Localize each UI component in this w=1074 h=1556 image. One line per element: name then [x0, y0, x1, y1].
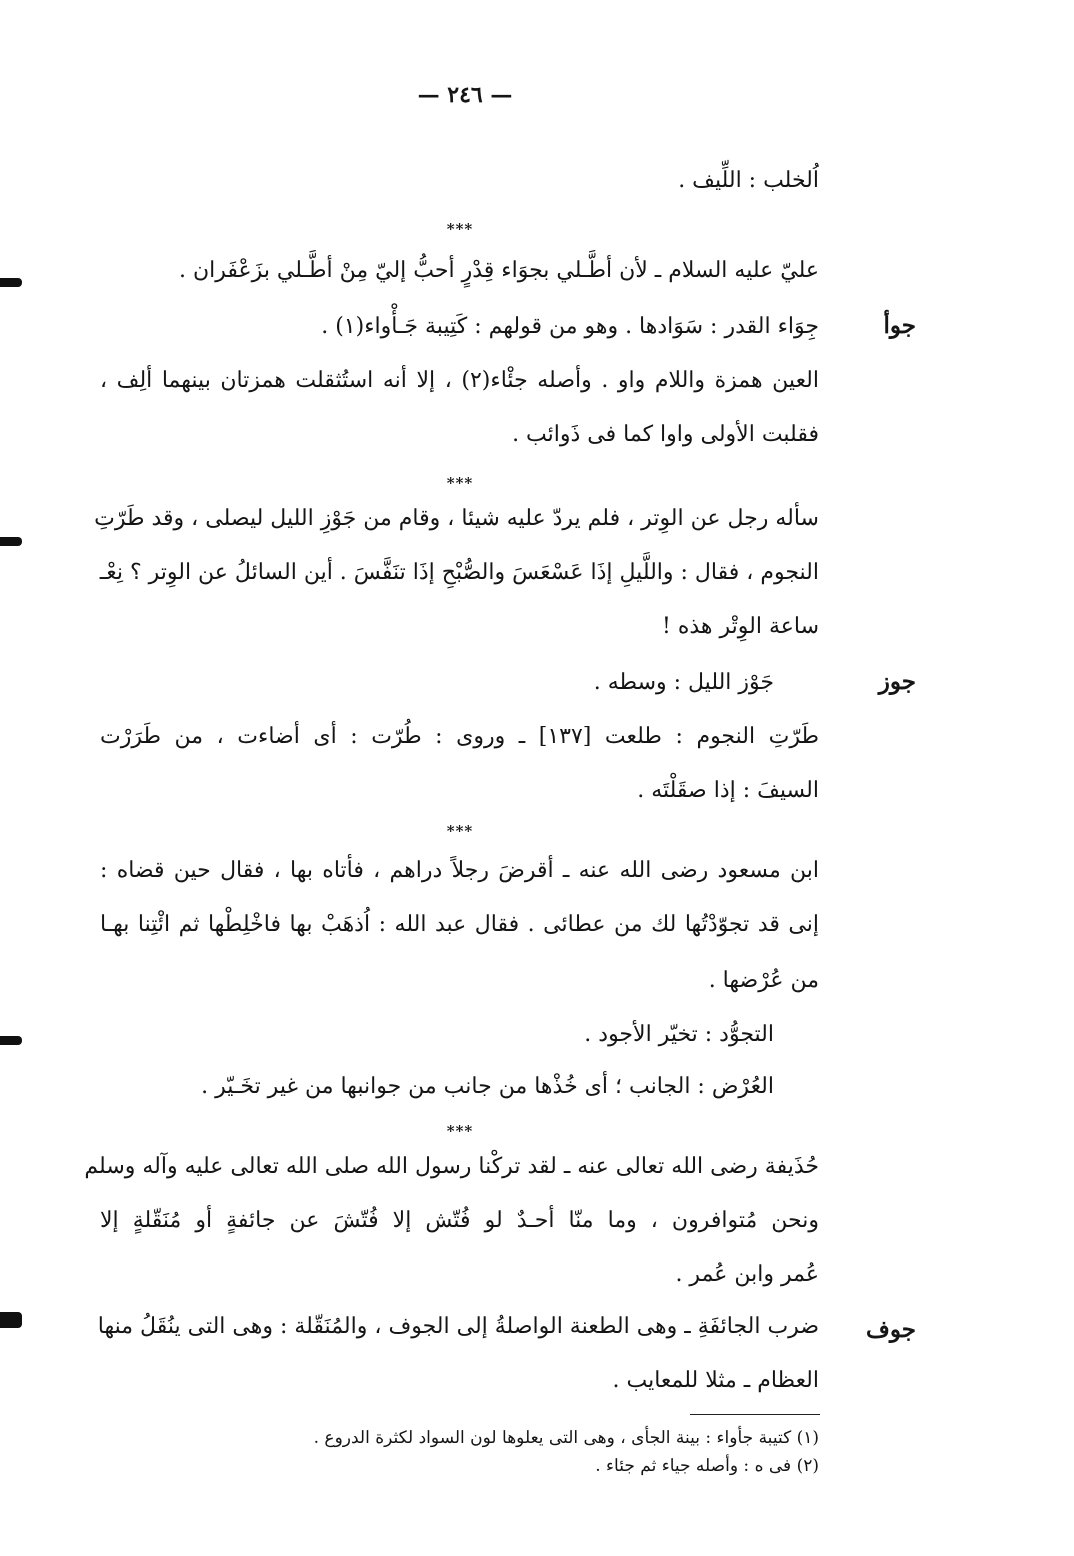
footnote: (٢) فى ه : وأصله جياء ثم جئاء .: [595, 1456, 819, 1476]
page-edge-tab: [0, 278, 22, 287]
text-line: ساعة الوِتْر هذه !: [662, 614, 819, 639]
text-line: ضرب الجائفَةِ ـ وهى الطعنة الواصلةُ إلى الجوف ، والمُنَقّلة : وهى التى ينُقَلُ منها: [97, 1314, 819, 1339]
page-edge-tab: [0, 537, 22, 546]
text-line: سأله رجل عن الوِتر ، فلم يردّ عليه شيئا ، وقام من جَوْزِ الليل ليصلى ، وقد طَرّتِ: [94, 506, 819, 531]
text-line: عليّ عليه السلام ـ لأن أطَّـلي بجوَاء قِدْرٍ أحبُّ إليّ مِنْ أطَّـلي بزَعْفَران .: [179, 258, 819, 283]
section-separator: ***: [446, 822, 474, 840]
text-line: جِوَاء القدر : سَوَادها . وهو من قولهم : كَتِيبة جَـأْواء(١) .: [321, 314, 819, 339]
text-line: حُذَيفة رضى الله تعالى عنه ـ لقد تركْنا رسول الله صلى الله تعالى عليه وآله وسلم: [84, 1154, 819, 1179]
text-line: ونحن مُتوافرون ، وما منّا أحـدٌ لو فُتّش إلا فُتّشَ عن جائفةٍ أو مُنَقّلةٍ إلا: [100, 1208, 819, 1233]
text-line: العظام ـ مثلا للمعايب .: [612, 1368, 819, 1393]
marginal-root-word: جوز: [878, 668, 916, 695]
text-line: عُمر وابن عُمر .: [675, 1262, 819, 1287]
text-line: النجوم ، فقال : واللَّيلِ إذَا عَسْعَسَ والصُّبْحِ إذَا تنَفَّسَ . أين السائلُ عن الوِتر ؟ نِعْـ: [99, 560, 819, 585]
text-line: ابن مسعود رضى الله عنه ـ أقرضَ رجلاً دراهم ، فأتاه بها ، فقال حين قضاه :: [100, 858, 819, 883]
marginal-root-word: جوأ: [883, 312, 916, 339]
text-line: من عُرْضها .: [708, 968, 819, 993]
text-line: السيفَ : إذا صقَلْتَه .: [637, 778, 819, 803]
text-line: جَوْز الليل : وسطه .: [593, 670, 774, 695]
section-separator: ***: [446, 474, 474, 492]
text-line: التجوُّد : تخيّر الأجود .: [584, 1022, 774, 1047]
text-line: فقلبت الأولى واوا كما فى ذَوائب .: [512, 422, 819, 447]
footnote-rule: [690, 1414, 820, 1415]
text-line: اُلخلب : اللِّيف .: [678, 168, 819, 193]
text-line: طَرّتِ النجوم : طلعت [١٣٧] ـ وروى : طُرّت : أى أضاءت ، من طَرَرْت: [100, 724, 819, 749]
page-number: — ٢٤٦ —: [417, 82, 513, 108]
text-line: العُرْض : الجانب ؛ أى خُذْها من جانب من جوانبها من غير تخَـيّر .: [201, 1074, 774, 1099]
marginal-root-word: جوف: [866, 1316, 916, 1343]
section-separator: ***: [446, 1122, 474, 1140]
footnote: (١) كتيبة جأواء : بينة الجأى ، وهى التى يعلوها لون السواد لكثرة الدروع .: [313, 1428, 819, 1448]
section-separator: ***: [446, 220, 474, 238]
text-line: العين همزة واللام واو . وأصله جئْاء(٢) ، إلا أنه استُثقلت همزتان بينهما ألِف ،: [100, 368, 819, 393]
page-edge-tab: [0, 1036, 22, 1045]
text-line: إنى قد تجوّدْتُها لك من عطائى . فقال عبد الله : اُذهَبْ بها فاخْلِطْها ثم ائْتِنا بهـا: [100, 912, 819, 937]
page-edge-tab: [0, 1312, 22, 1328]
